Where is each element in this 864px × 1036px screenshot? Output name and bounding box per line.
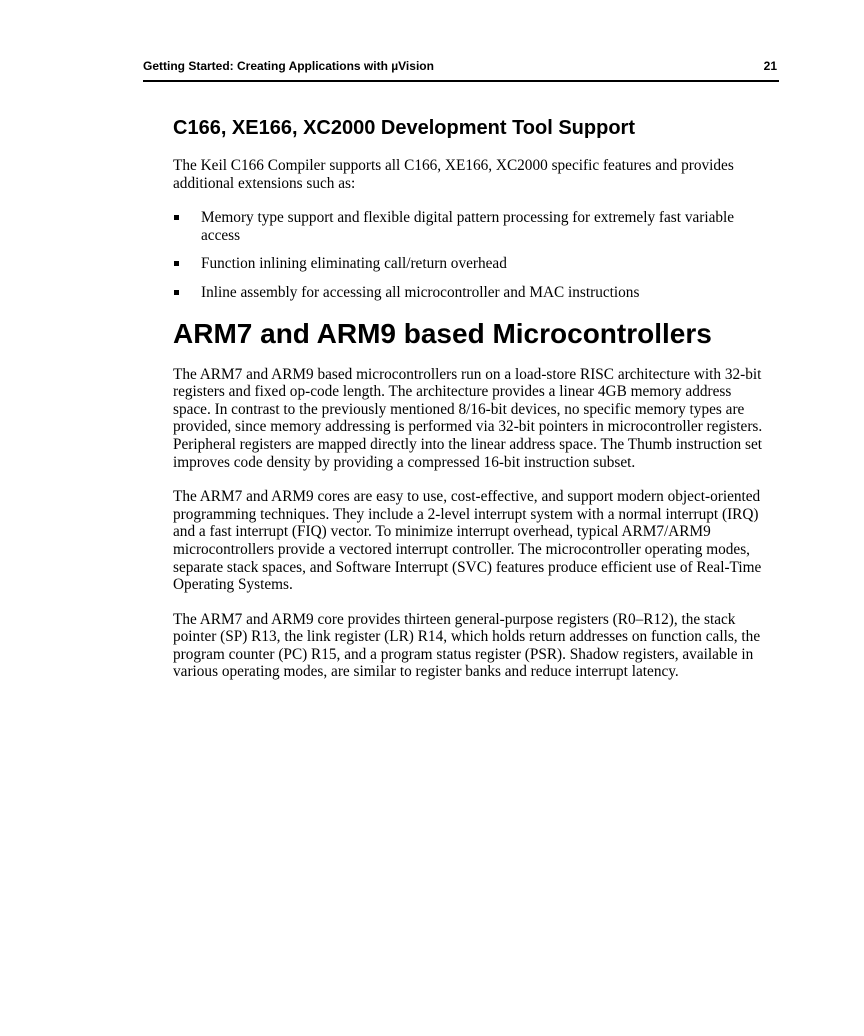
body-paragraph: The ARM7 and ARM9 core provides thirteen general-purpose registers (R0–R12), the stack pointer (SP) R13, the link register (LR) R14, which holds return addresses on function calls, the program counter (PC) R15, and a program status register (PSR). Shadow registers, available in various operating modes, are similar to register banks and reduce interrupt latency. — [173, 610, 761, 681]
body-paragraph: The ARM7 and ARM9 based microcontrollers run on a load-store RISC architecture with 32-bit registers and fixed op-code length. The architecture provides a linear 4GB memory address space. In contrast to the previously mentioned 8/16-bit devices, no specific memory types are provided, since memory addressing is performed via 32-bit pointers in microcontroller registers. Peripheral registers are mapped directly into the linear address space. The Thumb instruction set improves code density by providing a compressed 16-bit instruction subset. — [173, 365, 763, 471]
square-bullet-icon — [174, 261, 179, 266]
section-intro-paragraph: The Keil C166 Compiler supports all C166, XE166, XC2000 specific features and provides additional extensions such as: — [173, 157, 734, 192]
square-bullet-icon — [174, 290, 179, 295]
body-paragraph: The ARM7 and ARM9 cores are easy to use, cost-effective, and support modern object-oriented programming techniques. They include a 2-level interrupt system with a normal interrupt (IRQ) and a fast interrupt (FIQ) vector. To minimize interrupt overhead, typical ARM7/ARM9 microcontrollers provide a vectored interrupt controller. The microcontroller operating modes, separate stack spaces, and Software Interrupt (SVC) features produce efficient use of Real-Time Operating Systems. — [173, 488, 762, 594]
section-heading-c166: C166, XE166, XC2000 Development Tool Support — [173, 117, 635, 139]
bullet-item — [173, 284, 763, 302]
feature-bullet-list — [173, 209, 763, 301]
section-heading-arm: ARM7 and ARM9 based Microcontrollers — [173, 317, 712, 349]
square-bullet-icon — [174, 215, 179, 220]
page-header — [143, 58, 779, 82]
running-header-title: Getting Started: Creating Applications with µVision — [143, 59, 434, 73]
bullet-text: Function inlining eliminating call/return overhead — [201, 255, 507, 273]
bullet-item — [173, 209, 763, 244]
bullet-item — [173, 255, 763, 273]
bullet-text: Inline assembly for accessing all microcontroller and MAC instructions — [201, 283, 640, 301]
bullet-text: Memory type support and flexible digital pattern processing for extremely fast variable access — [201, 209, 735, 244]
page-content — [173, 114, 763, 698]
page-number: 21 — [763, 59, 777, 73]
